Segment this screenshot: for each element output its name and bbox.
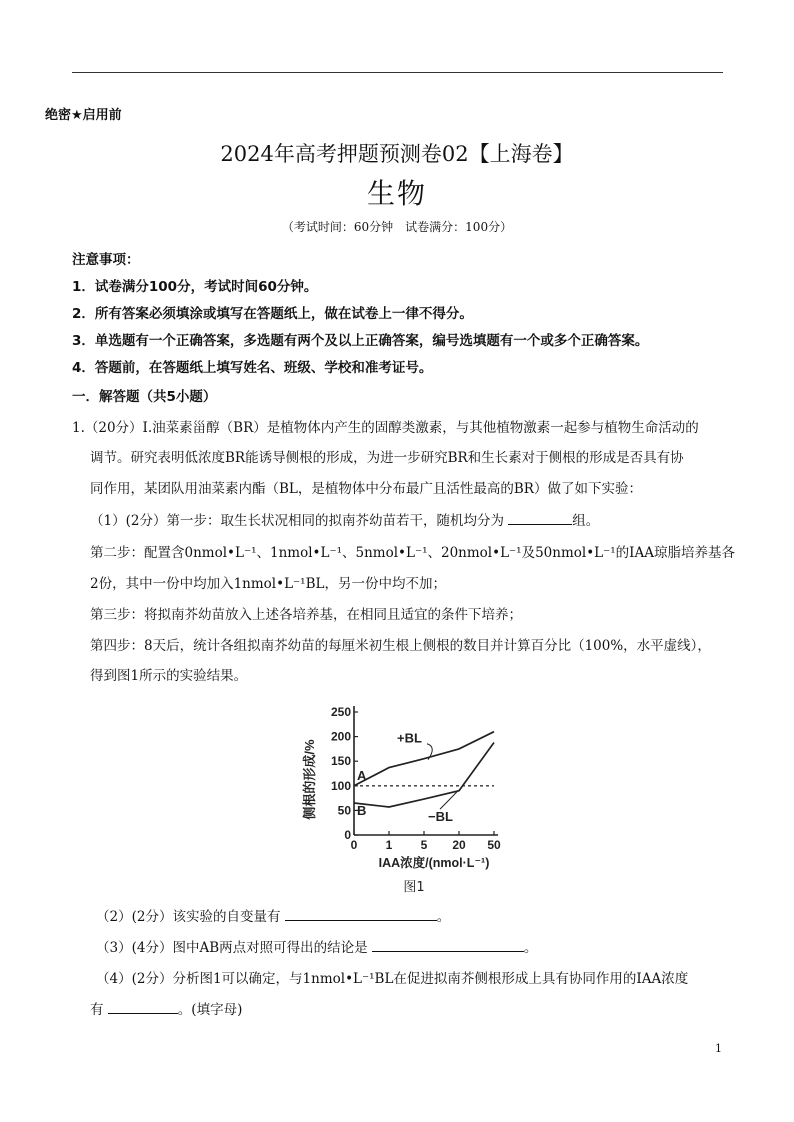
question-4-line-2 (90, 998, 242, 1018)
step-2-line-2: 2份，其中一份中均加入1nmol•L⁻¹BL，另一份中均不加； (90, 576, 446, 592)
notice-item-4: 4．答题前，在答题纸上填写姓名、班级、学校和准考证号。 (72, 360, 433, 376)
question-3-suffix: 。 (523, 940, 538, 956)
notice-heading: 注意事项： (72, 252, 140, 268)
question-2-suffix: 。 (436, 909, 451, 925)
y-tick-label: 250 (330, 705, 351, 719)
y-tick-label: 0 (344, 828, 351, 842)
subject-title: 生物 (366, 177, 427, 210)
series-label-minus-bl: −BL (428, 809, 453, 825)
figure-1 (300, 700, 510, 895)
series-line-plus-bl (354, 732, 494, 786)
header-rule (72, 72, 723, 73)
line-chart (300, 700, 510, 895)
x-tick-label: 0 (350, 838, 358, 852)
x-tick-label: 20 (452, 838, 466, 852)
x-tick-label: 5 (420, 838, 428, 852)
question-4-line-1: （4）(2分）分析图1可以确定，与1nmol•L⁻¹BL在促进拟南芥侧根形成上具有协同作用的IAA浓度 (96, 971, 689, 987)
point-label-a: A (357, 767, 367, 783)
y-tick-label: 150 (330, 754, 351, 769)
x-tick-label: 50 (487, 838, 501, 852)
step-1 (90, 509, 599, 529)
step-2-line-1: 第二步：配置含0nmol•L⁻¹、1nmol•L⁻¹、5nmol•L⁻¹、20nmol•L⁻¹及50nmol•L⁻¹的IAA琼脂培养基各 (90, 545, 735, 561)
step-4-line-1: 第四步：8天后，统计各组拟南芥幼苗的每厘米初生根上侧根的数目并计算百分比（100%，水平虚线）， (90, 638, 711, 654)
answer-blank-2[interactable] (285, 908, 437, 921)
question-2 (96, 905, 450, 925)
step-3: 第三步：将拟南芥幼苗放入上述各培养基，在相同且适宜的条件下培养； (90, 607, 522, 623)
question-3-text: （3）(4分）图中AB两点对照可得出的结论是 (96, 940, 372, 956)
exam-duration: （考试时间：60分钟 试卷满分：100分） (281, 220, 513, 234)
answer-blank-3[interactable] (372, 939, 524, 952)
question-intro-line-2: 调节。研究表明低浓度BR能诱导侧根的形成，为进一步研究BR和生长素对于侧根的形成是否具有协 (90, 450, 684, 466)
point-label-b: B (357, 803, 367, 819)
question-4-text: 有 (90, 1002, 108, 1018)
y-tick-label: 50 (337, 803, 351, 818)
y-tick-label: 100 (330, 778, 351, 793)
series-label-plus-bl: +BL (397, 730, 422, 746)
step-1-suffix: 组。 (572, 513, 600, 529)
secret-label: 绝密★启用前 (45, 108, 122, 123)
question-3 (96, 936, 537, 956)
answer-blank-4[interactable] (108, 1001, 178, 1014)
step-1-text: （1）(2分）第一步：取生长状况相同的拟南芥幼苗若干，随机均分为 (90, 513, 509, 529)
answer-blank-1[interactable] (508, 512, 572, 525)
y-axis-label: 侧根的形成/% (302, 739, 317, 820)
notice-item-3: 3．单选题有一个正确答案，多选题有两个及以上正确答案，编号选填题有一个或多个正确答案。 (72, 333, 649, 349)
question-intro-line-3: 同作用，某团队用油菜素内酯（BL，是植物体中分布最广且活性最高的BR）做了如下实验： (90, 481, 642, 497)
question-2-text: （2）(2分）该实验的自变量有 (96, 909, 285, 925)
y-tick-label: 200 (330, 729, 351, 744)
notice-item-2: 2．所有答案必须填涂或填写在答题纸上，做在试卷上一律不得分。 (72, 306, 473, 322)
step-4-line-2: 得到图1所示的实验结果。 (90, 668, 248, 684)
figure-caption: 图1 (403, 880, 425, 895)
question-intro-line-1: 1.（20分）Ⅰ.油菜素甾醇（BR）是植物体内产生的固醇类激素，与其他植物激素一起参与植物生命活动的 (72, 420, 699, 436)
notice-item-1: 1．试卷满分100分，考试时间60分钟。 (72, 279, 318, 295)
x-axis-label: IAA浓度/(nmol·L⁻¹) (378, 856, 490, 870)
question-4-suffix: 。(填字母) (177, 1002, 243, 1018)
section-heading: 一．解答题（共5小题） (72, 389, 217, 405)
exam-title: 2024年高考押题预测卷02【上海卷】 (220, 142, 574, 166)
x-tick-label: 1 (385, 838, 393, 852)
page-number: 1 (715, 1042, 722, 1055)
